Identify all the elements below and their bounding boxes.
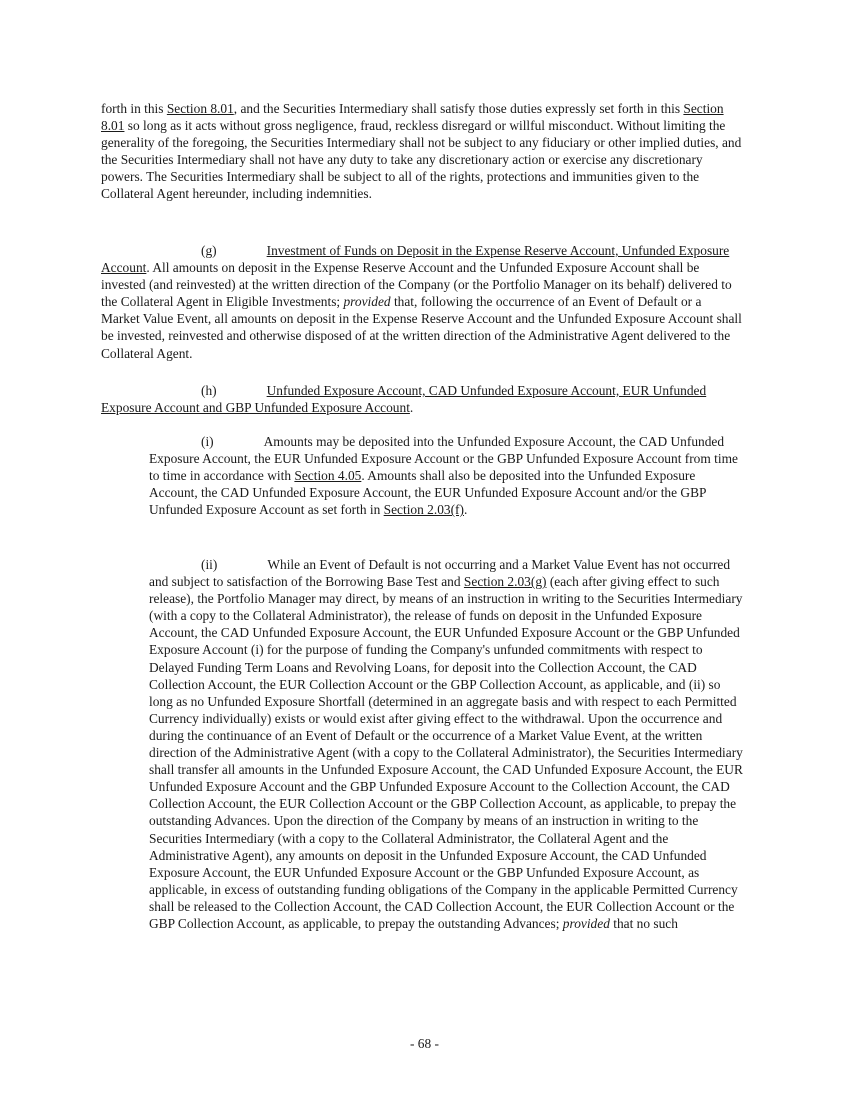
intro-text: , and the Securities Intermediary shall satisfy those duties expressly set forth in this	[233, 101, 684, 116]
emphasis: provided	[562, 915, 610, 931]
clause-text: that, following the occurrence of an Event of Default or a Market Value Event, all amounts on deposit in the Expense Reserve Account and the Unfunded Exposure Account shall be invested, reinvested and otherwise disposed of at the written direction of the Administrative Agent delivered to the Collateral Agent.	[101, 294, 742, 361]
clause-number: (h)	[201, 383, 217, 398]
clause-text: .	[409, 400, 414, 416]
paragraph-h-i	[149, 433, 745, 518]
subclause-number: (i)	[201, 434, 214, 449]
paragraph-g	[101, 242, 743, 362]
page-number: - 68 -	[409, 1036, 439, 1051]
subclause-text: Amounts may be deposited into the Unfunded Exposure Account, the CAD Unfunded Exposure Account, the EUR Unfunded Exposure Account or the GBP Unfunded Exposure Account from time to time in accordance with	[149, 434, 738, 484]
section-ref: Section 2.03(g)	[463, 574, 547, 590]
clause-text: . All amounts on deposit in the Expense Reserve Account and the Unfunded Exposure Account shall be invested (and reinvested) at the written direction of the Company (or the Portfolio Manager on its behalf) delivered to the Collateral Agent in Eligible Investments;	[101, 260, 732, 310]
subclause-number: (ii)	[201, 557, 218, 572]
subclause-text: .	[463, 502, 468, 518]
emphasis: provided	[343, 294, 391, 310]
clause-heading: Investment of Funds on Deposit in the Expense Reserve Account, Unfunded Exposure Account	[101, 243, 730, 276]
section-ref: Section 2.03(f)	[383, 502, 464, 518]
subclause-text: While an Event of Default is not occurring and a Market Value Event has not occurred and subject to satisfaction of the Borrowing Base Test and	[149, 557, 731, 590]
intro-text: forth in this	[101, 101, 167, 116]
intro-text: so long as it acts without gross negligence, fraud, reckless disregard or willful misconduct. Without limiting the generality of the foregoing, the Securities Intermediary shall not be subject to any fiduciary or other implied duties, and the Securities Intermediary shall not have any duty to take any discretionary action or exercise any discretionary powers. The Securities Intermediary shall be subject to all of the rights, protections and immunities given to the Collateral Agent hereunder, including indemnities.	[101, 118, 742, 202]
subclause-text: that no such	[609, 915, 678, 931]
section-ref: Section 4.05	[294, 468, 362, 484]
subclause-text: (each after giving effect to such release), the Portfolio Manager may direct, by means of an instruction in writing to the Securities Intermediary (with a copy to the Collateral Administrator), the release of funds on deposit in the Unfunded Exposure Account, the CAD Unfunded Exposure Account, the EUR Unfunded Exposure Account or the GBP Unfunded Exposure Account (i) for the purpose of funding the Company's unfunded commitments with respect to Delayed Funding Term Loans and Revolving Loans, for deposit into the Collection Account, the CAD Collection Account, the EUR Collection Account or the GBP Collection Account, as applicable, and (ii) so long as no Unfunded Exposure Shortfall (determined in an aggregate basis and with respect to each Permitted Currency individually) exists or would exist after giving effect to the withdrawal. Upon the occurrence and during the continuance of an Event of Default or the occurrence of a Market Value Event, at the written direction of the Administrative Agent (with a copy to the Collateral Administrator), the Securities Intermediary shall transfer all amounts in the Unfunded Exposure Account, the CAD Unfunded Exposure Account, the EUR Unfunded Exposure Account and the GBP Unfunded Exposure Account to the Collection Account, the CAD Collection Account, the EUR Collection Account or the GBP Collection Account, as applicable, to prepay the outstanding Advances. Upon the direction of the Company by means of an instruction in writing to the Securities Intermediary (with a copy to the Collateral Administrator, the Collateral Agent and the Administrative Agent), any amounts on deposit in the Unfunded Exposure Account, the CAD Unfunded Exposure Account, the EUR Unfunded Exposure Account or the GBP Unfunded Exposure Account, as applicable, in excess of outstanding funding obligations of the Company in the applicable Permitted Currency shall be released to the Collection Account, the CAD Collection Account, the EUR Collection Account or the GBP Collection Account, as applicable, to prepay the outstanding Advances;	[149, 574, 743, 931]
paragraph-h	[101, 382, 743, 416]
section-ref: Section 8.01	[101, 101, 724, 134]
paragraph-h-ii	[149, 556, 745, 932]
section-ref: Section 8.01	[166, 101, 234, 116]
paragraph-intro	[101, 100, 743, 203]
clause-number: (g)	[201, 243, 217, 258]
subclause-text: . Amounts shall also be deposited into the Unfunded Exposure Account, the CAD Unfunded Exposure Account, the EUR Unfunded Exposure Account and/or the GBP Unfunded Exposure Account as set forth in	[149, 468, 706, 518]
clause-heading: Unfunded Exposure Account, CAD Unfunded Exposure Account, EUR Unfunded Exposure Account and GBP Unfunded Exposure Account	[101, 383, 707, 416]
